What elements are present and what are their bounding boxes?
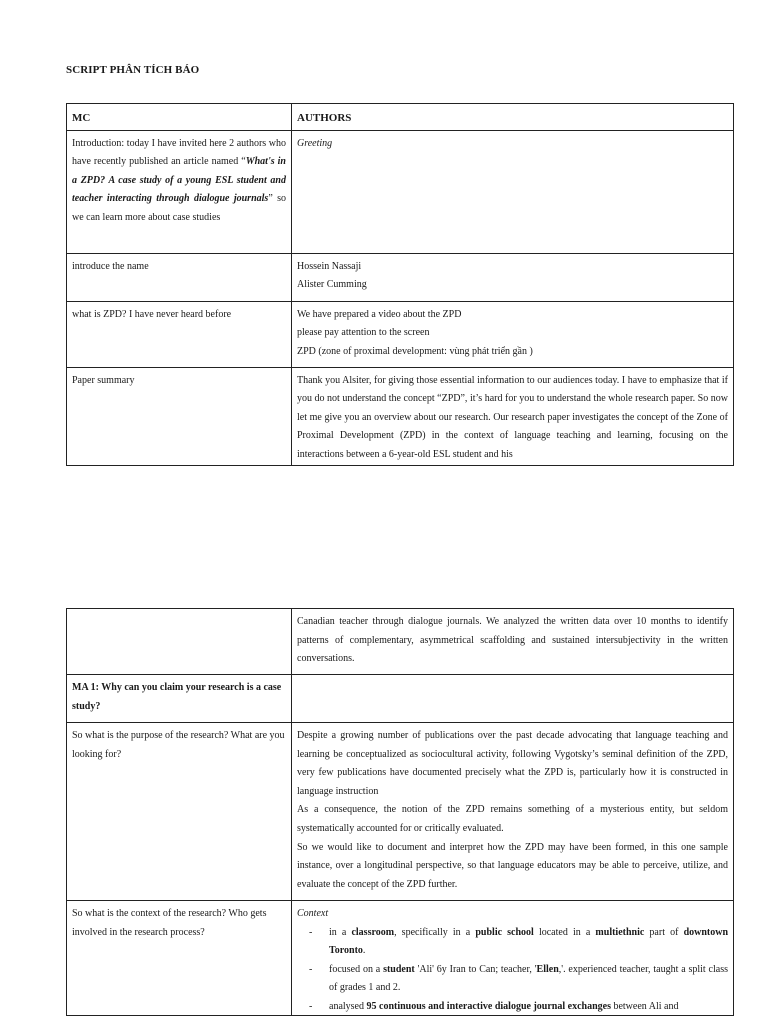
- bold-text: downtown Toronto: [329, 926, 728, 957]
- document-title: SCRIPT PHÂN TÍCH BÁO: [66, 64, 200, 76]
- mc-cell-ma1-question: MA 1: Why can you claim your research is a case study?: [67, 675, 292, 723]
- authors-cell-summary: [292, 367, 734, 465]
- summary-text: Thank you Alsiter, for giving those essential information to our audiences today. I have to emphasize that if you do not understand the concept “ZPD”, it’s hard for you to understand the whole research paper. So now let me give you an overview about our research. Our research paper investigates the concept of the Zone of Proximal Development (ZPD) in the context of language teaching and learning, focusing on the interactions between a 6-year-old ESL student and his: [297, 374, 728, 460]
- bold-text: public school: [475, 926, 534, 938]
- intro-text: Introduction: today I have invited here 2 authors who have recently published an article named “: [72, 137, 286, 168]
- list-item: [309, 961, 728, 998]
- bold-text: classroom: [351, 926, 395, 938]
- context-bullet-list: [297, 924, 728, 1015]
- mc-cell-what-is-zpd: what is ZPD? I have never heard before: [67, 301, 292, 367]
- script-table-part-1: [66, 103, 734, 466]
- authors-cell-empty: [292, 675, 734, 723]
- bullet-dash: -: [309, 963, 313, 975]
- table-row: [67, 367, 734, 465]
- mc-cell-introduction: [67, 130, 292, 253]
- table-row: [67, 723, 734, 901]
- authors-cell-names: [292, 253, 734, 301]
- text-line: please pay attention to the screen: [297, 327, 430, 339]
- text: ,'. experienced teacher, taught a split class of grades 1 and 2.: [329, 963, 728, 994]
- bold-text: student: [383, 963, 415, 975]
- paragraph: Despite a growing number of publications over the past decade advocating that language teaching and learning be conceptualized as sociocultural activity, following Vygotsky’s seminal definition of the ZPD, very few publications have documented precisely what the ZPD is, particularly how it is constructed in language instruction: [297, 730, 728, 797]
- author-name: Hossein Nassaji: [297, 260, 362, 272]
- authors-cell-purpose: [292, 723, 734, 901]
- text-line: We have prepared a video about the ZPD: [297, 308, 462, 320]
- text: analysed: [329, 1000, 367, 1012]
- table-row: [67, 253, 734, 301]
- text: , specifically in a: [394, 926, 476, 938]
- text: in a: [329, 926, 352, 938]
- header-mc: MC: [67, 104, 292, 131]
- mc-cell-empty: [67, 609, 292, 675]
- bold-text: Ellen: [536, 963, 559, 975]
- bold-text: multiethnic: [595, 926, 645, 938]
- text: .: [362, 945, 366, 957]
- authors-cell-summary-continued: Canadian teacher through dialogue journals. We analyzed the written data over 10 months to identify patterns of complementary, asymmetrical scaffolding and sustained intersubjectivity in the written conversations.: [292, 609, 734, 675]
- mc-cell-paper-summary: Paper summary: [67, 367, 292, 465]
- bold-text: 95 continuous and interactive dialogue journal exchanges: [366, 1000, 611, 1012]
- authors-cell-greeting: Greeting: [292, 130, 734, 253]
- intro-text-end: ” so we can learn more about case studies: [72, 193, 286, 223]
- table-row: [67, 130, 734, 253]
- authors-cell-zpd-video: [292, 301, 734, 367]
- table-header-row: [67, 104, 734, 131]
- table-row: [67, 609, 734, 675]
- mc-cell-purpose-question: So what is the purpose of the research? What are you looking for?: [67, 723, 292, 901]
- table-row: [67, 901, 734, 1016]
- paragraph: As a consequence, the notion of the ZPD remains something of a mysterious entity, but seldom systematically accounted for or critically evaluated.: [297, 804, 728, 834]
- script-table-part-2: [66, 608, 734, 1016]
- bullet-dash: -: [309, 926, 313, 938]
- context-content: [297, 905, 728, 1015]
- text: focused on a: [329, 963, 384, 975]
- text: located in a: [533, 926, 596, 938]
- list-item: [309, 924, 728, 961]
- table-row: [67, 675, 734, 723]
- mc-cell-introduce-name: introduce the name: [67, 253, 292, 301]
- text-line: ZPD (zone of proximal development: vùng phát triển gần ): [297, 345, 533, 357]
- bullet-dash: -: [309, 1000, 313, 1012]
- text: 'Ali' 6y Iran to Can; teacher, ': [414, 963, 537, 975]
- author-name: Alister Cumming: [297, 279, 367, 291]
- header-authors: AUTHORS: [292, 104, 734, 131]
- authors-cell-context: [292, 901, 734, 1016]
- list-item: [309, 998, 728, 1015]
- article-title: What's in a ZPD? A case study of a young ESL student and teacher interacting through dialogue journals: [72, 156, 286, 205]
- text: between Ali and: [610, 1000, 679, 1012]
- context-label: Context: [297, 908, 329, 919]
- mc-cell-context-question: So what is the context of the research? Who gets involved in the research process?: [67, 901, 292, 1016]
- paragraph: So we would like to document and interpret how the ZPD may have been formed, in this one sample instance, over a longitudinal perspective, so that language educators may be able to perceive, utilize, and evaluate the concept of the ZPD further.: [297, 841, 728, 890]
- text: part of: [644, 926, 684, 938]
- table-row: [67, 301, 734, 367]
